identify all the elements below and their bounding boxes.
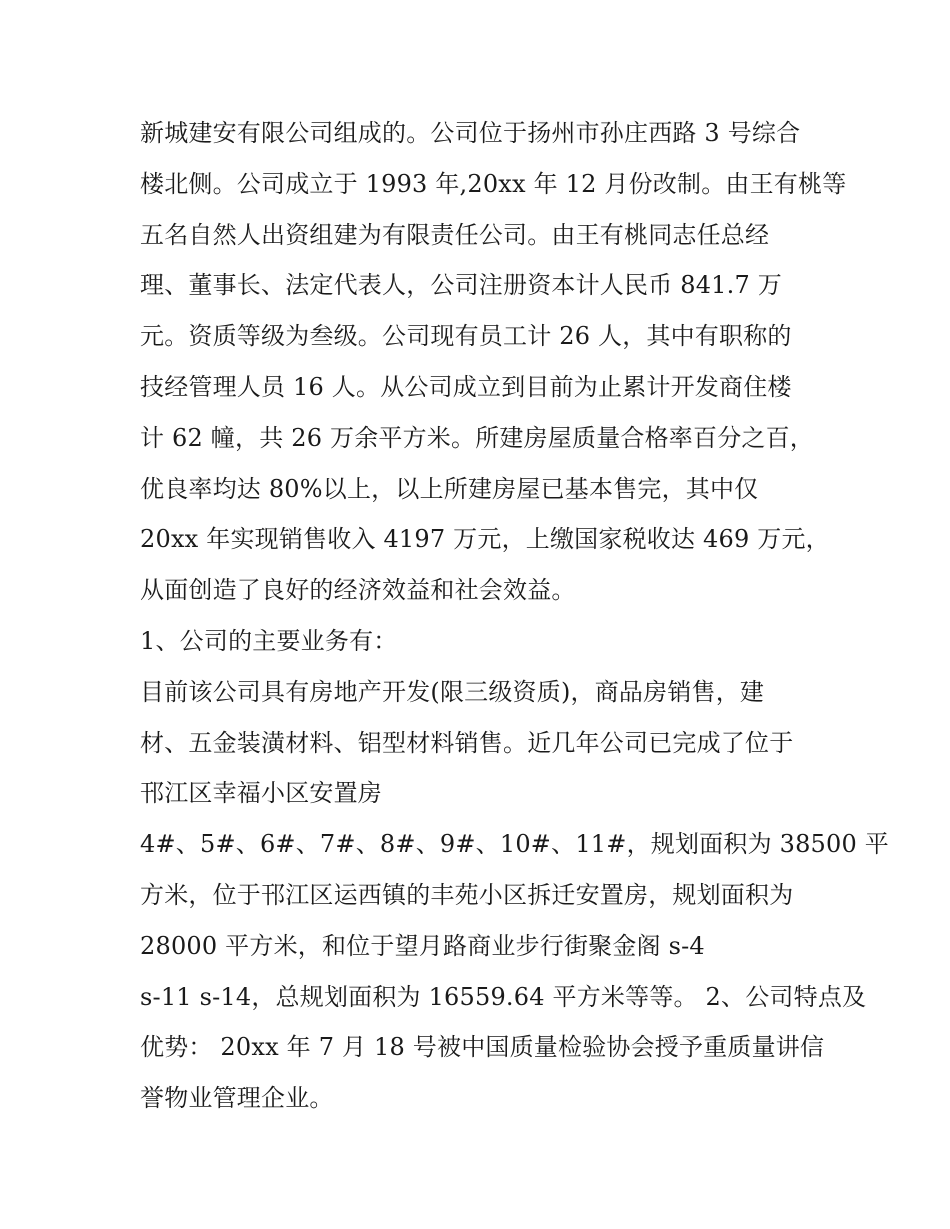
text-line: 从面创造了良好的经济效益和社会效益。 xyxy=(140,576,576,605)
text-line: 技经管理人员 16 人。从公司成立到目前为止累计开发商住楼 xyxy=(140,372,792,401)
text-line: 4#、5#、6#、7#、8#、9#、10#、11#，规划面积为 38500 平 xyxy=(140,830,889,859)
text-line: 方米，位于邗江区运西镇的丰苑小区拆迁安置房，规划面积为 xyxy=(140,880,794,909)
text-line: 元。资质等级为叁级。公司现有员工计 26 人，其中有职称的 xyxy=(140,322,792,351)
section-heading: 1、公司的主要业务有： xyxy=(140,626,398,655)
text-line: 誉物业管理企业。 xyxy=(140,1084,334,1113)
text-line: 材、五金装潢材料、铝型材料销售。近几年公司已完成了位于 xyxy=(140,728,794,757)
text-line: 28000 平方米，和位于望月路商业步行街聚金阁 s-4 xyxy=(140,931,705,960)
text-line: s-11 s-14，总规划面积为 16559.64 平方米等等。 2、公司特点及 xyxy=(140,982,867,1011)
text-line: 目前该公司具有房地产开发(限三级资质)，商品房销售，建 xyxy=(140,677,765,706)
text-line: 优良率均达 80%以上，以上所建房屋已基本售完，其中仅 xyxy=(140,474,759,503)
text-line: 优势： 20xx 年 7 月 18 号被中国质量检验协会授予重质量讲信 xyxy=(140,1033,825,1062)
text-line: 理、董事长、法定代表人，公司注册资本计人民币 841.7 万 xyxy=(140,271,782,300)
text-line: 五名自然人出资组建为有限责任公司。由王有桃同志任总经 xyxy=(140,220,770,249)
body-text xyxy=(140,108,889,1124)
text-line: 楼北侧。公司成立于 1993 年,20xx 年 12 月份改制。由王有桃等 xyxy=(140,169,847,198)
text-line: 邗江区幸福小区安置房 xyxy=(140,779,382,808)
text-line: 20xx 年实现销售收入 4197 万元，上缴国家税收达 469 万元， xyxy=(140,525,830,554)
text-line: 新城建安有限公司组成的。公司位于扬州市孙庄西路 3 号综合 xyxy=(140,119,801,147)
text-line: 计 62 幢，共 26 万余平方米。所建房屋质量合格率百分之百， xyxy=(140,423,814,452)
